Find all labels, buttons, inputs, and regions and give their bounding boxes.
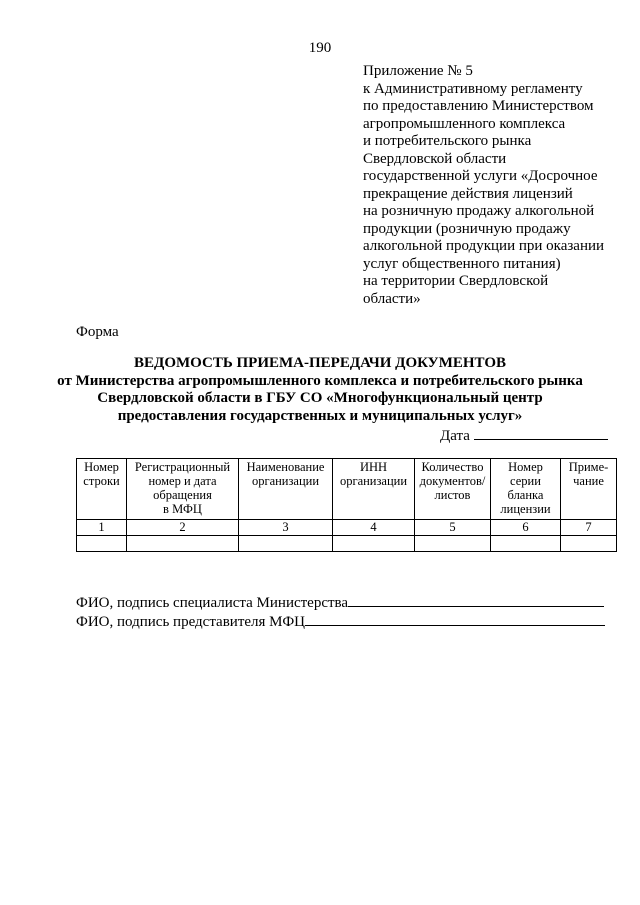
appendix-line: по предоставлению Министерством: [363, 98, 594, 114]
appendix-line: услуг общественного питания): [363, 255, 561, 272]
column-number: 6: [491, 520, 561, 536]
column-number: 4: [333, 520, 415, 536]
appendix-line: и потребительского рынка: [363, 133, 532, 149]
signature-mfc: [76, 611, 605, 631]
appendix-line: продукции (розничную продажу: [363, 220, 571, 237]
date-field: [440, 425, 608, 445]
documents-table: [76, 458, 617, 552]
signature-mfc-label: ФИО, подпись представителя МФЦ: [76, 614, 305, 630]
appendix-line: на розничную продажу алкогольной: [363, 203, 595, 219]
title-line: предоставления государственных и муниципальных услуг»: [117, 407, 523, 424]
document-title: [0, 355, 640, 425]
table-row: [77, 536, 617, 552]
signature-ministry-line: [348, 592, 604, 607]
title-line: ВЕДОМОСТЬ ПРИЕМА-ПЕРЕДАЧИ ДОКУМЕНТОВ: [133, 355, 507, 371]
table-header-row: [77, 459, 617, 520]
column-number: 7: [561, 520, 617, 536]
column-number: 5: [415, 520, 491, 536]
appendix-line: агропромышленного комплекса: [363, 115, 566, 132]
appendix-line: к Административному регламенту: [363, 80, 583, 97]
appendix-line: на территории Свердловской: [363, 273, 549, 289]
col-header-inn: ИНН организации: [333, 459, 415, 520]
signature-ministry-label: ФИО, подпись специалиста Министерства: [76, 595, 349, 611]
page-number: 190: [308, 40, 332, 56]
column-number: 3: [239, 520, 333, 536]
appendix-line: прекращение действия лицензий: [363, 185, 573, 202]
table-number-row: [77, 520, 617, 536]
date-label: Дата: [440, 428, 470, 444]
title-line: от Министерства агропромышленного комплекса и потребительского рынка: [57, 372, 583, 389]
form-label: Форма: [76, 324, 119, 340]
table-cell: [127, 536, 239, 552]
appendix-line: алкогольной продукции при оказании: [363, 238, 605, 254]
table-cell: [561, 536, 617, 552]
col-header-organization: Наименование организации: [239, 459, 333, 520]
appendix-line: Свердловской области: [363, 150, 507, 167]
appendix-block: [363, 63, 633, 308]
appendix-line: области»: [363, 290, 421, 307]
table-cell: [491, 536, 561, 552]
col-header-registration: Регистрационный номер и дата обращения в МФЦ: [127, 459, 239, 520]
date-blank-line: [474, 425, 608, 440]
col-header-license-series: Номер серии бланка лицензии: [491, 459, 561, 520]
table-cell: [333, 536, 415, 552]
col-header-row-number: Номер строки: [77, 459, 127, 520]
table-cell: [77, 536, 127, 552]
title-line: Свердловской области в ГБУ СО «Многофункциональный центр: [97, 390, 543, 406]
col-header-quantity: Количество документов/ листов: [415, 459, 491, 520]
signature-mfc-line: [305, 611, 605, 626]
column-number: 1: [77, 520, 127, 536]
table-cell: [415, 536, 491, 552]
appendix-line: государственной услуги «Досрочное: [363, 168, 598, 184]
col-header-note: Приме- чание: [561, 459, 617, 520]
appendix-line: Приложение № 5: [363, 63, 473, 79]
column-number: 2: [127, 520, 239, 536]
table-cell: [239, 536, 333, 552]
signature-ministry: [76, 592, 604, 612]
